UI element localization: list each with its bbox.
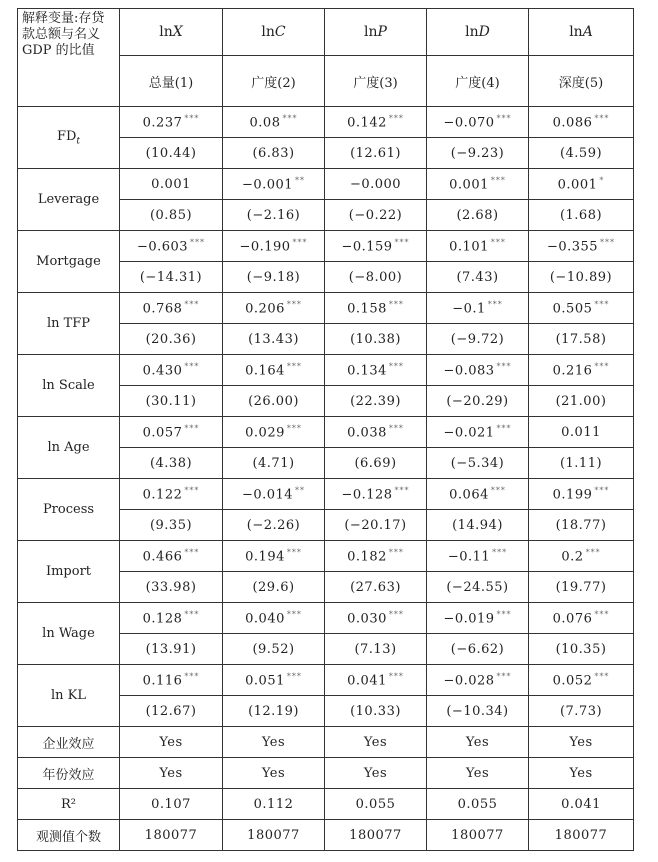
coef-value: 0.052: [552, 673, 593, 689]
coef-value: −0.070: [443, 115, 495, 131]
coef-cell: [427, 665, 529, 696]
coef-value: 0.057: [142, 425, 183, 441]
coef-cell: [120, 355, 223, 386]
tstat-cell: (18.77): [529, 510, 634, 541]
variable-subscript: t: [76, 136, 81, 147]
coef-value: 0.158: [347, 301, 387, 317]
coef-value: 0.011: [561, 424, 601, 440]
coef-cell: [223, 417, 325, 448]
coef-value: 0.237: [142, 115, 183, 131]
coef-value: 0.076: [552, 611, 593, 627]
summary-value: 180077: [529, 820, 634, 851]
coef-cell: [325, 293, 427, 324]
variable-name: ln Scale: [42, 378, 95, 393]
tstat-cell: (19.77): [529, 572, 634, 603]
significance-stars: ***: [184, 423, 200, 433]
coef-value: 0.466: [142, 549, 183, 565]
tstat-cell: (2.68): [427, 200, 529, 231]
col-header-0: [120, 9, 223, 56]
significance-stars: ***: [594, 299, 610, 309]
col-header-var: X: [172, 24, 183, 40]
coef-row: [18, 231, 634, 262]
variable-label: [18, 293, 120, 355]
significance-stars: ***: [594, 485, 610, 495]
tstat-cell: (0.85): [120, 200, 223, 231]
col-header-var: A: [582, 24, 593, 40]
tstat-cell: (4.71): [223, 448, 325, 479]
coef-cell: [529, 293, 634, 324]
coef-value: −0.190: [239, 239, 291, 255]
table-body: [18, 9, 634, 851]
coef-value: −0.001: [241, 177, 294, 193]
summary-value: 0.055: [427, 789, 529, 820]
coef-cell: [120, 169, 223, 200]
coef-value: 0.164: [245, 363, 285, 379]
coef-value: 0.086: [552, 115, 593, 131]
coef-cell: [325, 107, 427, 138]
coef-value: 0.430: [142, 363, 183, 379]
coef-value: 0.194: [245, 549, 285, 565]
summary-value: Yes: [325, 727, 427, 758]
significance-stars: ***: [394, 485, 410, 495]
col-subheader-4: 深度(5): [529, 56, 634, 107]
tstat-cell: (20.36): [120, 324, 223, 355]
col-subheader-0: 总量(1): [120, 56, 223, 107]
coef-value: 0.08: [249, 115, 281, 131]
summary-value: Yes: [325, 758, 427, 789]
significance-stars: ***: [184, 547, 200, 557]
coef-cell: [223, 665, 325, 696]
coef-cell: [223, 169, 325, 200]
summary-value: Yes: [529, 758, 634, 789]
coef-value: 0.134: [347, 363, 387, 379]
corner-header: 解释变量:存贷款总额与名义 GDP 的比值: [18, 9, 120, 107]
significance-stars: ***: [594, 361, 610, 371]
coef-value: −0.128: [341, 487, 393, 503]
coef-cell: [529, 107, 634, 138]
tstat-cell: (−20.29): [427, 386, 529, 417]
summary-row: [18, 789, 634, 820]
summary-label: 年份效应: [18, 758, 120, 789]
coef-cell: [120, 293, 223, 324]
significance-stars: **: [295, 175, 306, 185]
tstat-cell: (9.52): [223, 634, 325, 665]
summary-value: Yes: [529, 727, 634, 758]
coef-value: −0.355: [546, 239, 599, 255]
tstat-cell: (−5.34): [427, 448, 529, 479]
coef-value: 0.768: [142, 301, 183, 317]
coef-value: 0.216: [552, 363, 593, 379]
tstat-cell: (10.35): [529, 634, 634, 665]
summary-row: [18, 727, 634, 758]
coef-cell: [325, 417, 427, 448]
significance-stars: ***: [286, 547, 302, 557]
coef-row: [18, 479, 634, 510]
tstat-cell: (22.39): [325, 386, 427, 417]
summary-value: 180077: [223, 820, 325, 851]
tstat-cell: (−10.89): [529, 262, 634, 293]
regression-table: [17, 8, 634, 851]
summary-value: 180077: [120, 820, 223, 851]
significance-stars: ***: [600, 237, 616, 247]
significance-stars: ***: [492, 547, 508, 557]
significance-stars: ***: [388, 423, 404, 433]
tstat-cell: (−14.31): [120, 262, 223, 293]
tstat-cell: (−2.16): [223, 200, 325, 231]
coef-cell: [223, 541, 325, 572]
significance-stars: ***: [388, 361, 404, 371]
coef-value: −0.11: [447, 549, 491, 565]
tstat-cell: (33.98): [120, 572, 223, 603]
col-header-1: [223, 9, 325, 56]
coef-value: 0.001: [557, 177, 598, 193]
coef-cell: [427, 355, 529, 386]
summary-value: Yes: [223, 727, 325, 758]
col-header-4: [529, 9, 634, 56]
tstat-cell: (−9.72): [427, 324, 529, 355]
significance-stars: ***: [388, 671, 404, 681]
significance-stars: ***: [594, 609, 610, 619]
tstat-cell: (1.11): [529, 448, 634, 479]
coef-value: 0.116: [142, 673, 183, 689]
tstat-cell: (9.35): [120, 510, 223, 541]
tstat-cell: (12.61): [325, 138, 427, 169]
significance-stars: ***: [490, 175, 506, 185]
coef-cell: [223, 479, 325, 510]
significance-stars: ***: [388, 609, 404, 619]
col-header-prefix: ln: [159, 24, 173, 40]
variable-label: [18, 355, 120, 417]
col-header-var: P: [377, 24, 387, 40]
header-row-variables: [18, 9, 634, 56]
coef-row: [18, 107, 634, 138]
summary-value: Yes: [223, 758, 325, 789]
coef-value: 0.182: [347, 549, 387, 565]
summary-label: 观测值个数: [18, 820, 120, 851]
coef-cell: [325, 541, 427, 572]
significance-stars: ***: [490, 485, 506, 495]
coef-cell: [427, 603, 529, 634]
coef-value: 0.041: [347, 673, 387, 689]
coef-cell: [529, 231, 634, 262]
variable-name: Process: [42, 502, 95, 517]
significance-stars: ***: [286, 423, 302, 433]
col-header-prefix: ln: [569, 24, 583, 40]
coef-value: 0.040: [245, 611, 285, 627]
significance-stars: ***: [190, 237, 206, 247]
variable-name: ln KL: [50, 688, 86, 703]
coef-value: 0.001: [151, 176, 191, 192]
coef-value: 0.030: [347, 611, 387, 627]
coef-cell: [427, 169, 529, 200]
col-header-3: [427, 9, 529, 56]
coef-cell: [120, 665, 223, 696]
coef-cell: [427, 107, 529, 138]
variable-label: [18, 665, 120, 727]
tstat-cell: (17.58): [529, 324, 634, 355]
tstat-cell: (4.59): [529, 138, 634, 169]
coef-cell: [325, 355, 427, 386]
coef-cell: [427, 417, 529, 448]
coef-cell: [120, 231, 223, 262]
significance-stars: ***: [282, 113, 298, 123]
coef-cell: [529, 479, 634, 510]
tstat-cell: (7.43): [427, 262, 529, 293]
significance-stars: ***: [286, 609, 302, 619]
tstat-cell: (−2.26): [223, 510, 325, 541]
coef-cell: [529, 417, 634, 448]
coef-row: [18, 603, 634, 634]
coef-cell: [223, 231, 325, 262]
summary-value: 0.112: [223, 789, 325, 820]
coef-row: [18, 293, 634, 324]
tstat-cell: (27.63): [325, 572, 427, 603]
variable-label: [18, 169, 120, 231]
significance-stars: ***: [394, 237, 410, 247]
variable-label: [18, 541, 120, 603]
variable-name: FD: [56, 128, 77, 144]
significance-stars: ***: [496, 609, 512, 619]
coef-cell: [427, 293, 529, 324]
col-subheader-2: 广度(3): [325, 56, 427, 107]
summary-value: 0.107: [120, 789, 223, 820]
coef-cell: [120, 479, 223, 510]
significance-stars: **: [295, 485, 306, 495]
coef-value: 0.029: [245, 425, 285, 441]
coef-cell: [120, 603, 223, 634]
summary-value: Yes: [120, 727, 223, 758]
summary-label: 企业效应: [18, 727, 120, 758]
coef-value: 0.122: [142, 487, 183, 503]
summary-value: Yes: [427, 758, 529, 789]
coef-cell: [325, 231, 427, 262]
tstat-cell: (30.11): [120, 386, 223, 417]
tstat-cell: (7.13): [325, 634, 427, 665]
tstat-cell: (10.44): [120, 138, 223, 169]
coef-cell: [120, 541, 223, 572]
coef-row: [18, 169, 634, 200]
coef-value: −0.1: [452, 301, 486, 317]
coef-value: −0.021: [443, 425, 495, 441]
coef-cell: [120, 107, 223, 138]
col-subheader-1: 广度(2): [223, 56, 325, 107]
tstat-cell: (13.43): [223, 324, 325, 355]
significance-stars: ***: [496, 423, 512, 433]
significance-stars: ***: [184, 113, 200, 123]
col-header-prefix: ln: [261, 24, 275, 40]
tstat-cell: (−9.18): [223, 262, 325, 293]
significance-stars: ***: [184, 671, 200, 681]
coef-value: −0.019: [443, 611, 495, 627]
coef-cell: [529, 603, 634, 634]
coef-cell: [427, 231, 529, 262]
summary-value: 0.055: [325, 789, 427, 820]
variable-label: [18, 107, 120, 169]
tstat-cell: (29.6): [223, 572, 325, 603]
summary-value: Yes: [427, 727, 529, 758]
tstat-cell: (−20.17): [325, 510, 427, 541]
coef-cell: [529, 541, 634, 572]
significance-stars: ***: [286, 671, 302, 681]
summary-value: Yes: [120, 758, 223, 789]
regression-table-container: [17, 8, 634, 851]
tstat-cell: (4.38): [120, 448, 223, 479]
variable-name: ln Wage: [42, 626, 95, 641]
summary-label: R²: [18, 789, 120, 820]
variable-name: ln TFP: [46, 316, 91, 331]
tstat-cell: (−10.34): [427, 696, 529, 727]
variable-name: ln Age: [47, 440, 90, 455]
tstat-cell: (6.69): [325, 448, 427, 479]
tstat-cell: (1.68): [529, 200, 634, 231]
coef-value: 0.142: [347, 115, 387, 131]
coef-value: 0.128: [142, 611, 183, 627]
tstat-cell: (7.73): [529, 696, 634, 727]
tstat-cell: (26.00): [223, 386, 325, 417]
significance-stars: ***: [184, 299, 200, 309]
coef-row: [18, 541, 634, 572]
coef-cell: [427, 541, 529, 572]
tstat-cell: (6.83): [223, 138, 325, 169]
significance-stars: ***: [496, 113, 512, 123]
significance-stars: ***: [184, 485, 200, 495]
col-header-var: C: [274, 24, 286, 40]
coef-cell: [325, 169, 427, 200]
variable-name: Import: [45, 564, 92, 579]
summary-row: [18, 758, 634, 789]
significance-stars: ***: [594, 113, 610, 123]
summary-value: 180077: [427, 820, 529, 851]
variable-label: [18, 417, 120, 479]
coef-row: [18, 417, 634, 448]
coef-cell: [223, 603, 325, 634]
col-header-2: [325, 9, 427, 56]
significance-stars: ***: [496, 361, 512, 371]
coef-cell: [223, 107, 325, 138]
tstat-cell: (−6.62): [427, 634, 529, 665]
tstat-cell: (21.00): [529, 386, 634, 417]
significance-stars: ***: [487, 299, 503, 309]
coef-value: 0.038: [347, 425, 387, 441]
significance-stars: ***: [286, 361, 302, 371]
coef-value: −0.014: [241, 487, 294, 503]
variable-label: [18, 603, 120, 665]
tstat-cell: (−24.55): [427, 572, 529, 603]
variable-label: [18, 479, 120, 541]
variable-label: [18, 231, 120, 293]
tstat-cell: (14.94): [427, 510, 529, 541]
coef-value: −0.603: [136, 239, 189, 255]
coef-cell: [120, 417, 223, 448]
significance-stars: ***: [388, 113, 404, 123]
tstat-cell: (−8.00): [325, 262, 427, 293]
summary-value: 0.041: [529, 789, 634, 820]
coef-cell: [427, 479, 529, 510]
significance-stars: ***: [585, 547, 601, 557]
significance-stars: ***: [286, 299, 302, 309]
summary-value: 180077: [325, 820, 427, 851]
tstat-cell: (−9.23): [427, 138, 529, 169]
coef-value: 0.001: [449, 177, 489, 193]
variable-name: Mortgage: [36, 254, 101, 269]
col-subheader-3: 广度(4): [427, 56, 529, 107]
coef-value: −0.159: [341, 239, 393, 255]
significance-stars: ***: [184, 609, 200, 619]
significance-stars: ***: [496, 671, 512, 681]
significance-stars: ***: [388, 547, 404, 557]
coef-cell: [529, 355, 634, 386]
significance-stars: ***: [292, 237, 308, 247]
significance-stars: ***: [184, 361, 200, 371]
coef-value: 0.064: [449, 487, 489, 503]
col-header-var: D: [478, 24, 490, 40]
coef-value: 0.199: [552, 487, 593, 503]
coef-value: 0.2: [561, 549, 584, 565]
coef-cell: [529, 665, 634, 696]
coef-cell: [325, 603, 427, 634]
tstat-cell: (−0.22): [325, 200, 427, 231]
coef-cell: [325, 665, 427, 696]
summary-row: [18, 820, 634, 851]
tstat-cell: (13.91): [120, 634, 223, 665]
col-header-prefix: ln: [364, 24, 378, 40]
coef-value: −0.000: [349, 176, 402, 192]
coef-cell: [223, 355, 325, 386]
variable-name: Leverage: [37, 192, 100, 207]
tstat-cell: (10.33): [325, 696, 427, 727]
coef-value: 0.206: [245, 301, 285, 317]
significance-stars: ***: [388, 299, 404, 309]
tstat-cell: (10.38): [325, 324, 427, 355]
coef-value: 0.051: [245, 673, 285, 689]
col-header-prefix: ln: [465, 24, 479, 40]
coef-row: [18, 355, 634, 386]
coef-value: −0.028: [443, 673, 495, 689]
coef-value: 0.101: [449, 239, 489, 255]
significance-stars: *: [599, 175, 605, 185]
coef-value: 0.505: [552, 301, 593, 317]
significance-stars: ***: [594, 671, 610, 681]
coef-row: [18, 665, 634, 696]
tstat-cell: (12.67): [120, 696, 223, 727]
coef-cell: [325, 479, 427, 510]
significance-stars: ***: [490, 237, 506, 247]
tstat-cell: (12.19): [223, 696, 325, 727]
coef-value: −0.083: [443, 363, 495, 379]
coef-cell: [223, 293, 325, 324]
coef-cell: [529, 169, 634, 200]
